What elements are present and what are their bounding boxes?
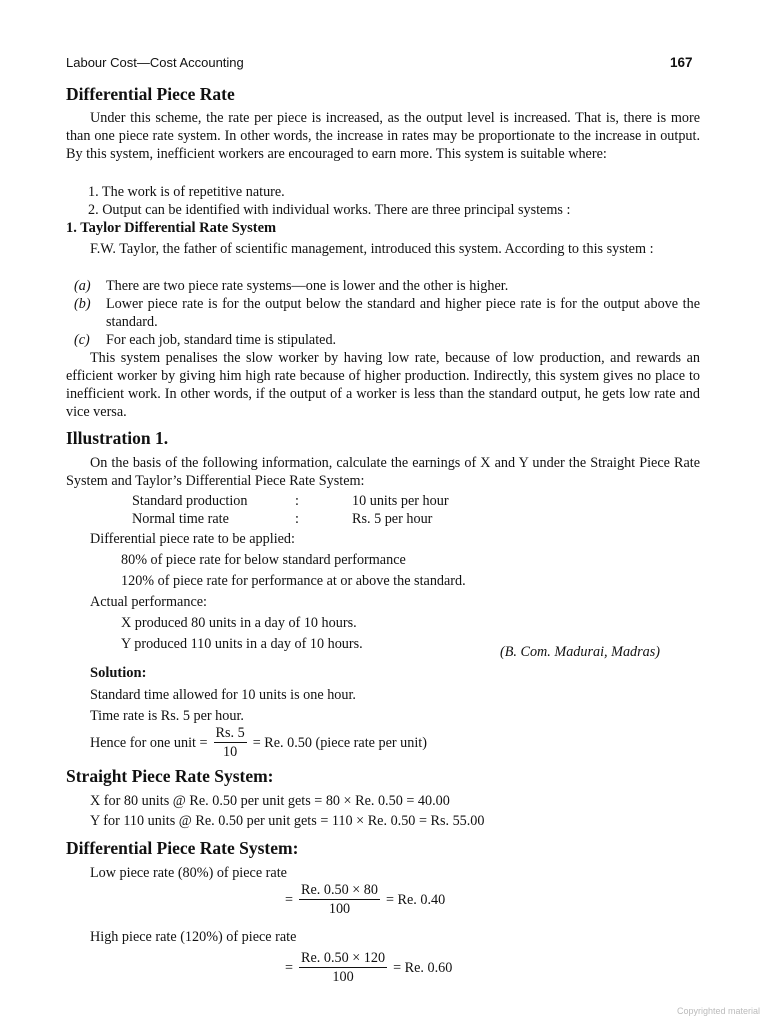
- high-rate-label: High piece rate (120%) of piece rate: [90, 929, 297, 945]
- section-title: Differential Piece Rate: [66, 84, 235, 104]
- diff-rate-high: 120% of piece rate for performance at or above the standard.: [121, 573, 466, 589]
- taylor-intro: F.W. Taylor, the father of scientific management, introduced this system. According to this system :: [90, 241, 654, 257]
- equation-result: = Re. 0.40: [385, 891, 446, 908]
- list-marker: (c): [74, 332, 90, 348]
- list-item: 1. The work is of repetitive nature.: [88, 184, 285, 200]
- solution-line: Time rate is Rs. 5 per hour.: [90, 708, 244, 724]
- solution-title: Solution:: [90, 665, 147, 681]
- colon: :: [295, 511, 299, 527]
- list-item: 2. Output can be identified with individual works. There are three principal systems :: [88, 202, 571, 218]
- fraction-numerator: Re. 0.50 × 80: [301, 882, 378, 898]
- copyright-watermark: Copyrighted material: [676, 1006, 760, 1016]
- fraction-numerator: Rs. 5: [215, 725, 245, 741]
- page-number: 167: [670, 55, 693, 70]
- fraction-denominator: 100: [328, 901, 351, 917]
- x-performance: X produced 80 units in a day of 10 hours.: [121, 615, 357, 631]
- straight-y: Y for 110 units @ Re. 0.50 per unit gets = 110 × Re. 0.50 = Rs. 55.00: [90, 813, 485, 829]
- list-item: Lower piece rate is for the output below the standard and higher piece rate is for the output above the standard.: [106, 296, 700, 330]
- equation-result: = Re. 0.50 (piece rate per unit): [252, 734, 427, 751]
- normal-rate-label: Normal time rate: [132, 511, 229, 527]
- equals-sign: =: [285, 891, 294, 908]
- std-production-label: Standard production: [132, 493, 248, 509]
- straight-x: X for 80 units @ Re. 0.50 per unit gets = 80 × Re. 0.50 = 40.00: [90, 793, 450, 809]
- actual-performance-label: Actual performance:: [90, 594, 207, 610]
- std-production-value: 10 units per hour: [352, 493, 449, 509]
- list-item: There are two piece rate systems—one is lower and the other is higher.: [106, 278, 509, 294]
- y-performance: Y produced 110 units in a day of 10 hours.: [121, 636, 363, 652]
- equals-sign: =: [285, 959, 294, 976]
- fraction: [299, 881, 380, 918]
- diff-rate-label: Differential piece rate to be applied:: [90, 531, 295, 547]
- low-rate-equation: [285, 881, 445, 918]
- illustration-title: Illustration 1.: [66, 428, 169, 448]
- intro-paragraph: Under this scheme, the rate per piece is increased, as the output level is increased. That is, there is more than one piece rate system. In other words, the increase in rates may be proportionate to the increase in output. By this system, inefficient workers are encouraged to earn more. This system is suitable where:: [66, 110, 700, 162]
- list-marker: (a): [74, 278, 91, 294]
- list-marker: (b): [74, 296, 91, 312]
- subsection-title: 1. Taylor Differential Rate System: [66, 220, 277, 236]
- high-rate-equation: [285, 949, 452, 986]
- colon: :: [295, 493, 299, 509]
- differential-title: Differential Piece Rate System:: [66, 838, 299, 858]
- running-header: Labour Cost—Cost Accounting: [66, 55, 244, 70]
- low-rate-label: Low piece rate (80%) of piece rate: [90, 865, 287, 881]
- equation-result: = Re. 0.60: [393, 959, 453, 976]
- equation-label: Hence for one unit =: [90, 734, 208, 751]
- list-item: For each job, standard time is stipulated.: [106, 332, 337, 348]
- taylor-conclusion: This system penalises the slow worker by having low rate, because of low production, and rewards an efficient worker by giving him high rate because of higher production. Indirectly, this system gives no place to inefficient work. In other words, if the output of a worker is less than the standard output, he gets low rate and vice versa.: [66, 350, 700, 420]
- fraction-denominator: 100: [332, 969, 354, 985]
- fraction-denominator: 10: [223, 744, 238, 760]
- unit-rate-equation: [90, 724, 427, 761]
- source-citation: (B. Com. Madurai, Madras): [500, 644, 660, 660]
- straight-title: Straight Piece Rate System:: [66, 766, 274, 786]
- illustration-intro: On the basis of the following information, calculate the earnings of X and Y under the Straight Piece Rate System and Taylor’s Differential Piece Rate System:: [66, 455, 700, 489]
- fraction-numerator: Re. 0.50 × 120: [301, 950, 386, 966]
- fraction: [299, 949, 387, 986]
- fraction: [214, 724, 247, 761]
- solution-line: Standard time allowed for 10 units is one hour.: [90, 687, 356, 703]
- normal-rate-value: Rs. 5 per hour: [352, 511, 433, 527]
- diff-rate-low: 80% of piece rate for below standard performance: [121, 552, 406, 568]
